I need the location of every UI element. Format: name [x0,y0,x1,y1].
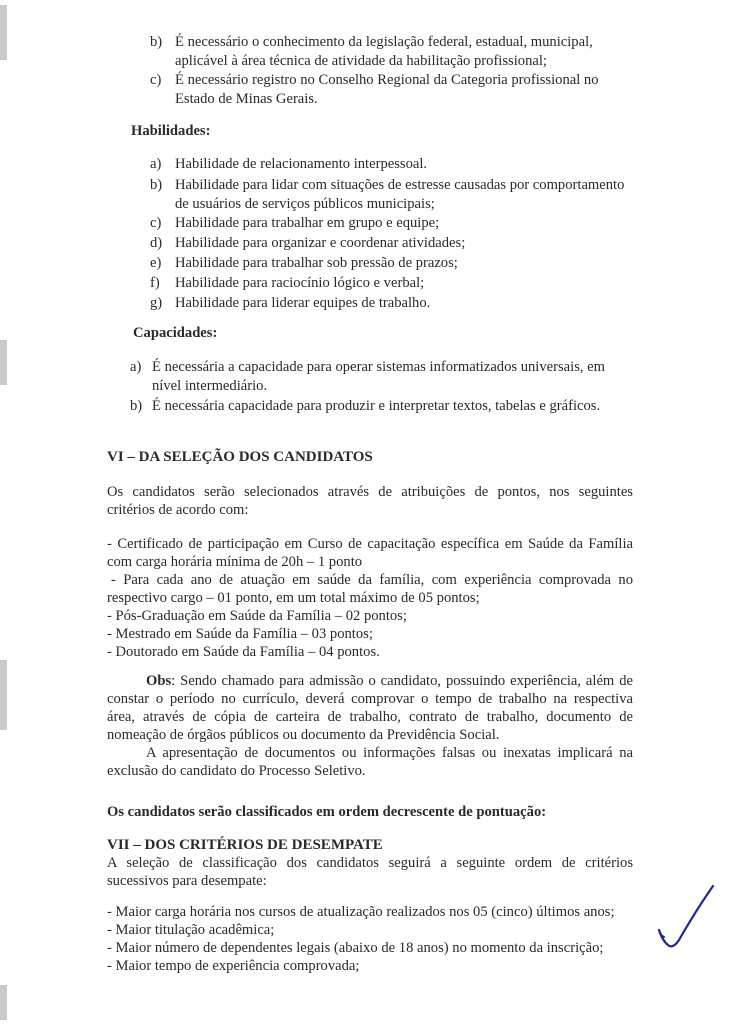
list-marker: b) [150,34,163,50]
paragraph-line: A apresentação de documentos ou informações falsas ou inexatas implicará na [146,745,633,761]
criterion-line: - Maior titulação acadêmica; [107,922,275,938]
criterion-line: - Para cada ano de atuação em saúde da família, com experiência comprovada no [111,572,633,588]
obs-text: : Sendo chamado para admissão o candidato, possuindo experiência, além de [171,673,633,689]
criterion-line: - Certificado de participação em Curso de capacitação específica em Saúde da Família [107,536,633,552]
paragraph-line: nomeação de órgãos públicos ou documento da Previdência Social. [107,727,500,743]
list-item-text: Habilidade para trabalhar em grupo e equipe; [175,215,440,231]
section-heading: VI – DA SELEÇÃO DOS CANDIDATOS [107,449,373,465]
criterion-line: - Mestrado em Saúde da Família – 03 pontos; [107,626,373,642]
list-item-text: É necessária capacidade para produzir e interpretar textos, tabelas e gráficos. [152,398,601,414]
paragraph-line: A seleção de classificação dos candidatos seguirá a seguinte ordem de critérios [107,855,633,871]
list-marker: a) [130,359,142,375]
scan-edge-mark [0,660,7,730]
list-item-text: nível intermediário. [152,378,268,394]
obs-label: Obs [146,673,172,689]
list-marker: b) [150,177,163,193]
list-item-text: Estado de Minas Gerais. [175,91,318,107]
section-title: Capacidades: [133,325,218,341]
criterion-line: respectivo cargo – 01 ponto, em um total máximo de 05 pontos; [107,590,480,606]
paragraph-line: sucessivos para desempate: [107,873,267,889]
list-item-text: Habilidade para trabalhar sob pressão de prazos; [175,255,458,271]
list-marker: c) [150,72,162,88]
list-marker: e) [150,255,162,271]
paragraph-line: constar o período no currículo, deverá comprovar o tempo de trabalho na respectiva [107,691,633,707]
handwritten-checkmark-icon [655,882,715,952]
list-item-text: de usuários de serviços públicos municipais; [175,196,435,212]
list-marker: b) [130,398,143,414]
obs-paragraph-line [146,672,633,690]
list-item-text: Habilidade para organizar e coordenar atividades; [175,235,466,251]
classification-statement: Os candidatos serão classificados em ordem decrescente de pontuação: [107,804,547,820]
list-item-text: É necessária a capacidade para operar sistemas informatizados universais, em [152,359,606,375]
list-marker: f) [150,275,160,291]
criterion-line: - Maior carga horária nos cursos de atualização realizados nos 05 (cinco) últimos anos; [107,904,615,920]
list-item-text: É necessário registro no Conselho Regional da Categoria profissional no [175,72,599,88]
scan-edge-mark [0,5,7,60]
list-item-text: Habilidade de relacionamento interpessoal. [175,156,428,172]
scan-edge-mark [0,985,7,1020]
list-item-text: Habilidade para lidar com situações de estresse causadas por comportamento [175,177,625,193]
list-item-text: Habilidade para liderar equipes de trabalho. [175,295,431,311]
list-marker: d) [150,235,163,251]
criterion-line: - Pós-Graduação em Saúde da Família – 02 pontos; [107,608,407,624]
list-marker: a) [150,156,162,172]
list-item-text: Habilidade para raciocínio lógico e verbal; [175,275,425,291]
paragraph-line: exclusão do candidato do Processo Seletivo. [107,763,366,779]
criterion-line: com carga horária mínima de 20h – 1 ponto [107,554,363,570]
criterion-line: - Maior número de dependentes legais (abaixo de 18 anos) no momento da inscrição; [107,940,604,956]
list-marker: g) [150,295,163,311]
scan-edge-mark [0,340,7,385]
paragraph-line: critérios de acordo com: [107,502,249,518]
list-marker: c) [150,215,162,231]
list-item-text: aplicável à área técnica de atividade da habilitação profissional; [175,53,547,69]
criterion-line: - Doutorado em Saúde da Família – 04 pontos. [107,644,380,660]
paragraph-line: Os candidatos serão selecionados através de atribuições de pontos, nos seguintes [107,484,633,500]
section-title: Habilidades: [131,123,211,139]
criterion-line: - Maior tempo de experiência comprovada; [107,958,360,974]
section-heading: VII – DOS CRITÉRIOS DE DESEMPATE [107,837,383,853]
paragraph-line: área, através de cópia de carteira de trabalho, contrato de trabalho, documento de [107,709,633,725]
list-item-text: É necessário o conhecimento da legislação federal, estadual, municipal, [175,34,593,50]
